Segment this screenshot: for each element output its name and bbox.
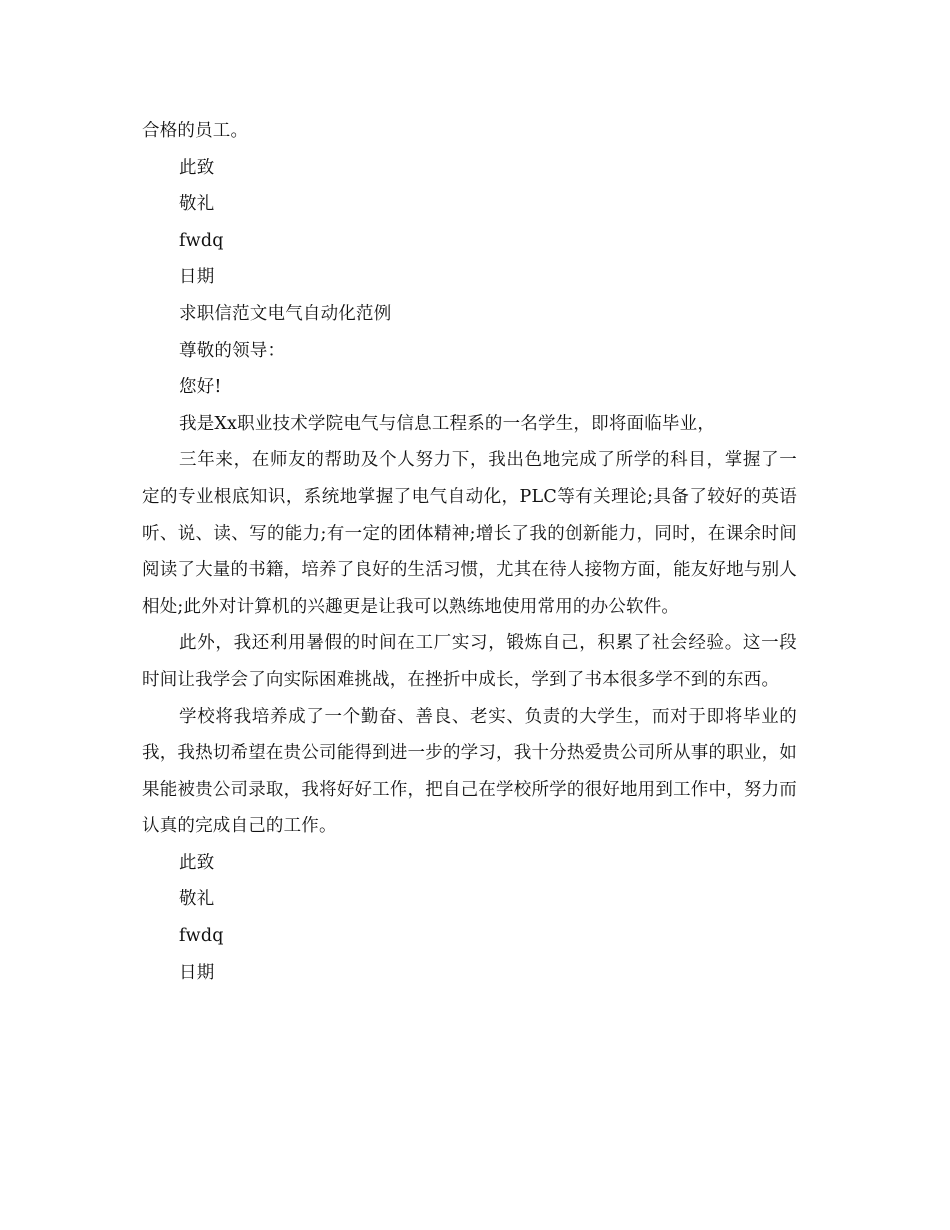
letter-respect: 敬礼 [179, 889, 215, 910]
previous-signature: fwdq [179, 230, 224, 251]
letter-title: 求职信范文电气自动化范例 [179, 303, 392, 324]
letter-paragraph-intro: 我是Xx职业技术学院电气与信息工程系的一名学生，即将面临毕业， [179, 413, 716, 434]
previous-respect: 敬礼 [179, 194, 215, 215]
letter-signature: fwdq [179, 926, 224, 947]
letter-hello: 您好! [179, 377, 222, 398]
letter-greeting: 尊敬的领导： [179, 340, 286, 361]
letter-date-label: 日期 [179, 962, 215, 983]
letter-paragraph-aspiration: 学校将我培养成了一个勤奋、善良、老实、负责的大学生，而对于即将毕业的我，我热切希望在贵公司能得到进一步的学习，我十分热爱贵公司所从事的职业，如果能被贵公司录取，我将好好工作，把自己在学校所学的很好地用到工作中，努力而认真的完成自己的工作。 [142, 706, 797, 837]
previous-date-label: 日期 [179, 267, 215, 288]
document-body [142, 113, 797, 991]
previous-letter-tail: 合格的员工。 [142, 121, 249, 141]
letter-paragraph-internship: 此外，我还利用暑假的时间在工厂实习，锻炼自己，积累了社会经验。这一段时间让我学会了向实际困难挑战，在挫折中成长，学到了书本很多学不到的东西。 [142, 633, 797, 690]
letter-salutation: 此致 [179, 852, 215, 873]
letter-paragraph-study: 三年来，在师友的帮助及个人努力下，我出色地完成了所学的科目，掌握了一定的专业根底知识，系统地掌握了电气自动化，PLC等有关理论;具备了较好的英语听、说、读、写的能力;有一定的团体精神;增长了我的创新能力，同时，在课余时间阅读了大量的书籍，培养了良好的生活习惯，尤其在待人接物方面，能友好地与别人相处;此外对计算机的兴趣更是让我可以熟练地使用常用的办公软件。 [142, 450, 797, 617]
previous-salutation: 此致 [179, 157, 215, 178]
